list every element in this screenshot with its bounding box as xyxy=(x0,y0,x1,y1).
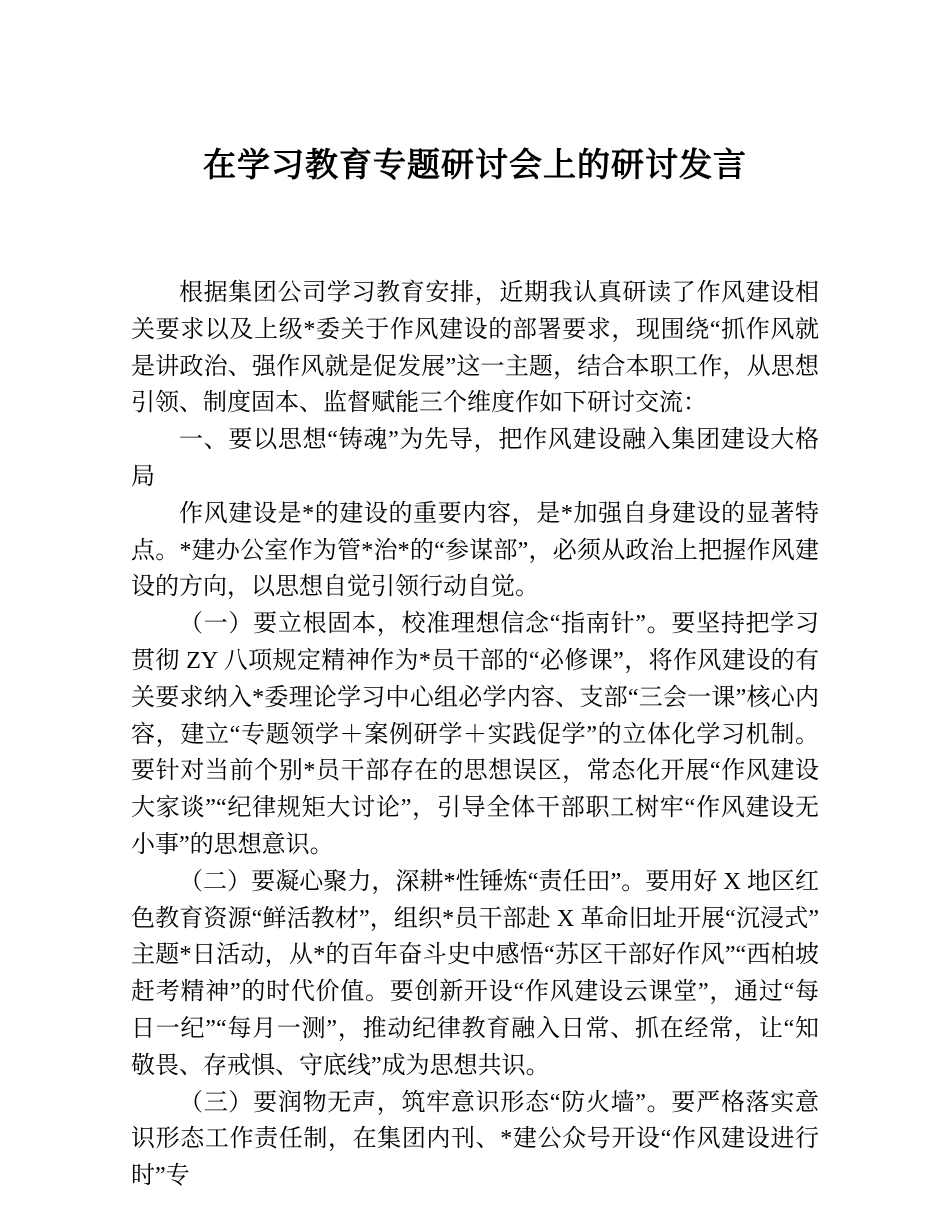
paragraph-section-1-intro: 作风建设是*的建设的重要内容，是*加强自身建设的显著特点。*建办公室作为管*治*的“参谋部”，必须从政治上把握作风建设的方向，以思想自觉引领行动自觉。 xyxy=(131,500,819,601)
paragraph-subsection-1: （一）要立根固本，校准理想信念“指南针”。要坚持把学习贯彻 ZY 八项规定精神作为*员干部的“必修课”，将作风建设的有关要求纳入*委理论学习中心组必学内容、支部“三会一课”核心内容，建立“专题领学＋案例研学＋实践促学”的立体化学习机制。要针对当前个别*员干部存在的思想误区，常态化开展“作风建设大家谈”“纪律规矩大讨论”，引导全体干部职工树牢“作风建设无小事”的思想意识。 xyxy=(131,611,819,858)
paragraph-subsection-3: （三）要润物无声，筑牢意识形态“防火墙”。要严格落实意识形态工作责任制，在集团内刊、*建公众号开设“作风建设进行时”专 xyxy=(131,1089,819,1190)
paragraph-intro: 根据集团公司学习教育安排，近期我认真研读了作风建设相关要求以及上级*委关于作风建设的部署要求，现围绕“抓作风就是讲政治、强作风就是促发展”这一主题，结合本职工作，从思想引领、制度固本、监督赋能三个维度作如下研讨交流： xyxy=(131,280,819,417)
document-body xyxy=(131,275,819,1195)
document-title: 在学习教育专题研讨会上的研讨发言 xyxy=(203,148,747,184)
paragraph-subsection-2: （二）要凝心聚力，深耕*性锤炼“责任田”。要用好 X 地区红色教育资源“鲜活教材”，组织*员干部赴 X 革命旧址开展“沉浸式”主题*日活动，从*的百年奋斗史中感悟“苏区干部好作风”“西柏坡赶考精神”的时代价值。要创新开设“作风建设云课堂”，通过“每日一纪”“每月一测”，推动纪律教育融入日常、抓在经常，让“知敬畏、存戒惧、守底线”成为思想共识。 xyxy=(131,868,819,1079)
document-content xyxy=(131,0,819,1195)
paragraph-section-heading-1: 一、要以思想“铸魂”为先导，把作风建设融入集团建设大格局 xyxy=(131,427,819,490)
